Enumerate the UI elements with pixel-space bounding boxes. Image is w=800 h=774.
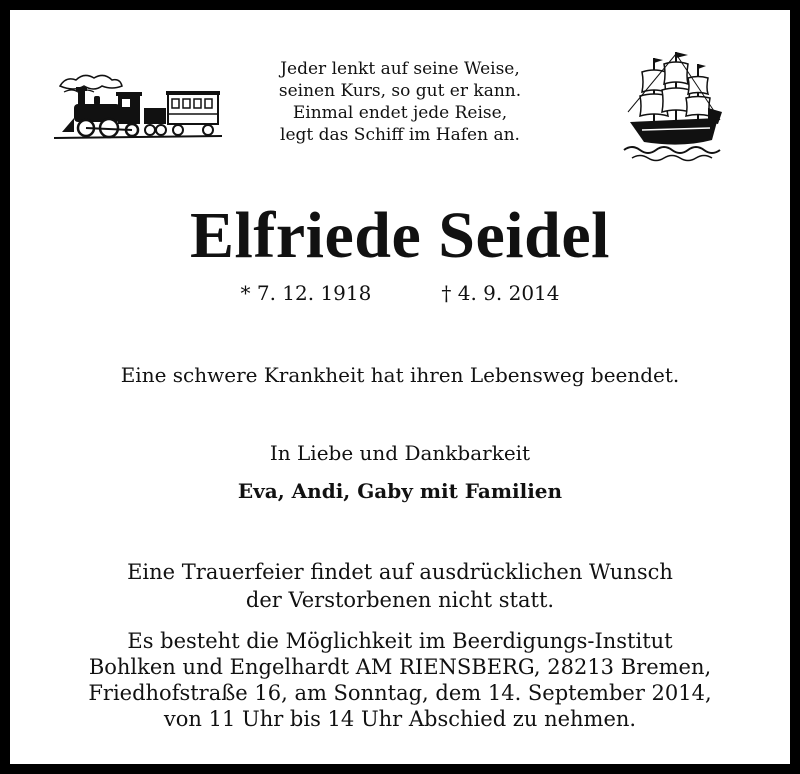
poem: [20, 58, 780, 146]
ceremony-line: der Verstorbenen nicht statt.: [245, 588, 555, 612]
poem-line: Einmal endet jede Reise,: [292, 103, 508, 123]
poem-line: seinen Kurs, so gut er kann.: [278, 81, 522, 101]
ceremony-line: Eine Trauerfeier findet auf ausdrücklichen Wunsch: [127, 560, 673, 584]
deceased-name: Elfriede Seidel: [190, 199, 610, 272]
farewell-line: Bohlken und Engelhardt AM RIENSBERG, 28213 Bremen,: [88, 655, 712, 679]
ceremony-note: [20, 558, 780, 614]
birth-date: * 7. 12. 1918: [240, 281, 372, 305]
farewell-line: Friedhofstraße 16, am Sonntag, dem 14. September 2014,: [88, 681, 712, 705]
farewell-note: [20, 628, 780, 732]
farewell-line: Es besteht die Möglichkeit im Beerdigungs-Institut: [127, 629, 673, 653]
mourners-names: Eva, Andi, Gaby mit Familien: [237, 479, 563, 503]
mourners-intro: In Liebe und Dankbarkeit: [269, 441, 531, 465]
death-date: † 4. 9. 2014: [441, 281, 560, 305]
life-dates: [20, 278, 780, 308]
farewell-line: von 11 Uhr bis 14 Uhr Abschied zu nehmen.: [163, 707, 637, 731]
poem-line: legt das Schiff im Hafen an.: [280, 125, 520, 145]
death-statement: Eine schwere Krankheit hat ihren Lebensweg beendet.: [120, 363, 680, 387]
poem-line: Jeder lenkt auf seine Weise,: [280, 59, 520, 79]
